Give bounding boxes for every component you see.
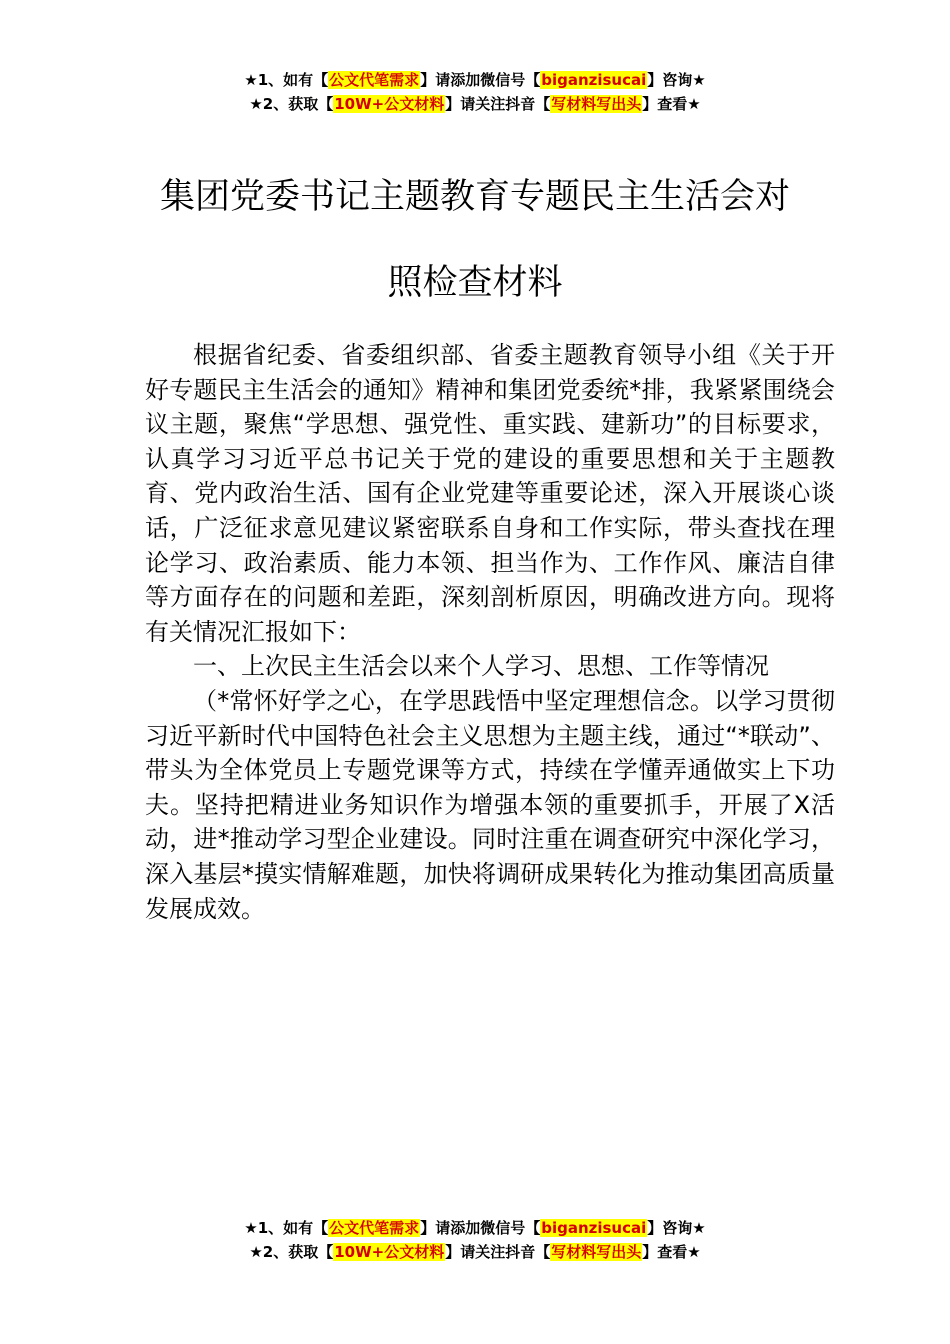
promo-highlight: 公文代笔需求	[329, 1219, 420, 1237]
promo-banner-bottom	[0, 1216, 950, 1264]
paragraph-study: （*常怀好学之心，在学思践悟中坚定理想信念。以学习贯彻习近平新时代中国特色社会主义思想为主题主线，通过“*联动”、带头为全体党员上专题党课等方式，持续在学懂弄通做实上下功夫。坚持把精进业务知识作为增强本领的重要抓手，开展了X活动，进*推动学习型企业建设。同时注重在调查研究中深化学习，深入基层*摸实情解难题，加快将调研成果转化为推动集团高质量发展成效。	[145, 686, 835, 923]
promo-text: 】查看★	[642, 95, 701, 113]
promo-line-1	[0, 1216, 950, 1240]
promo-text: ★2、获取【	[249, 1243, 334, 1261]
promo-text: ★1、如有【	[244, 1219, 329, 1237]
promo-line-2	[0, 1240, 950, 1264]
promo-highlight: biganzisucai	[541, 71, 647, 89]
promo-text: 】请关注抖音【	[445, 1243, 551, 1261]
document-title	[100, 154, 850, 326]
section-heading: 一、上次民主生活会以来个人学习、思想、工作等情况	[193, 652, 769, 681]
promo-highlight: 公文代笔需求	[329, 71, 420, 89]
promo-highlight: 写材料写出头	[551, 95, 642, 113]
promo-text: 】请添加微信号【	[420, 71, 541, 89]
title-line-1: 集团党委书记主题教育专题民主生活会对	[159, 177, 790, 217]
paragraph-intro: 根据省纪委、省委组织部、省委主题教育领导小组《关于开好专题民主生活会的通知》精神和集团党委统*排，我紧紧围绕会议主题，聚焦“学思想、强党性、重实践、建新功”的目标要求，认真学习习近平总书记关于党的建设的重要思想和关于主题教育、党内政治生活、国有企业党建等重要论述，深入开展谈心谈话，广泛征求意见建议紧密联系自身和工作实际，带头查找在理论学习、政治素质、能力本领、担当作为、工作作风、廉洁自律等方面存在的问题和差距，深刻剖析原因，明确改进方向。现将有关情况汇报如下：	[145, 341, 835, 646]
promo-text: ★1、如有【	[244, 71, 329, 89]
document-body	[145, 338, 835, 926]
promo-text: 】咨询★	[647, 71, 706, 89]
promo-text: 】请关注抖音【	[445, 95, 551, 113]
promo-text: 】咨询★	[647, 1219, 706, 1237]
promo-highlight: 10W+公文材料	[334, 95, 445, 113]
promo-line-2	[0, 92, 950, 116]
promo-text: 】查看★	[642, 1243, 701, 1261]
promo-banner-top	[0, 68, 950, 116]
promo-highlight: biganzisucai	[541, 1219, 647, 1237]
promo-text: ★2、获取【	[249, 95, 334, 113]
promo-highlight: 写材料写出头	[551, 1243, 642, 1261]
promo-highlight: 10W+公文材料	[334, 1243, 445, 1261]
promo-text: 】请添加微信号【	[420, 1219, 541, 1237]
title-line-2: 照检查材料	[387, 263, 563, 303]
promo-line-1	[0, 68, 950, 92]
